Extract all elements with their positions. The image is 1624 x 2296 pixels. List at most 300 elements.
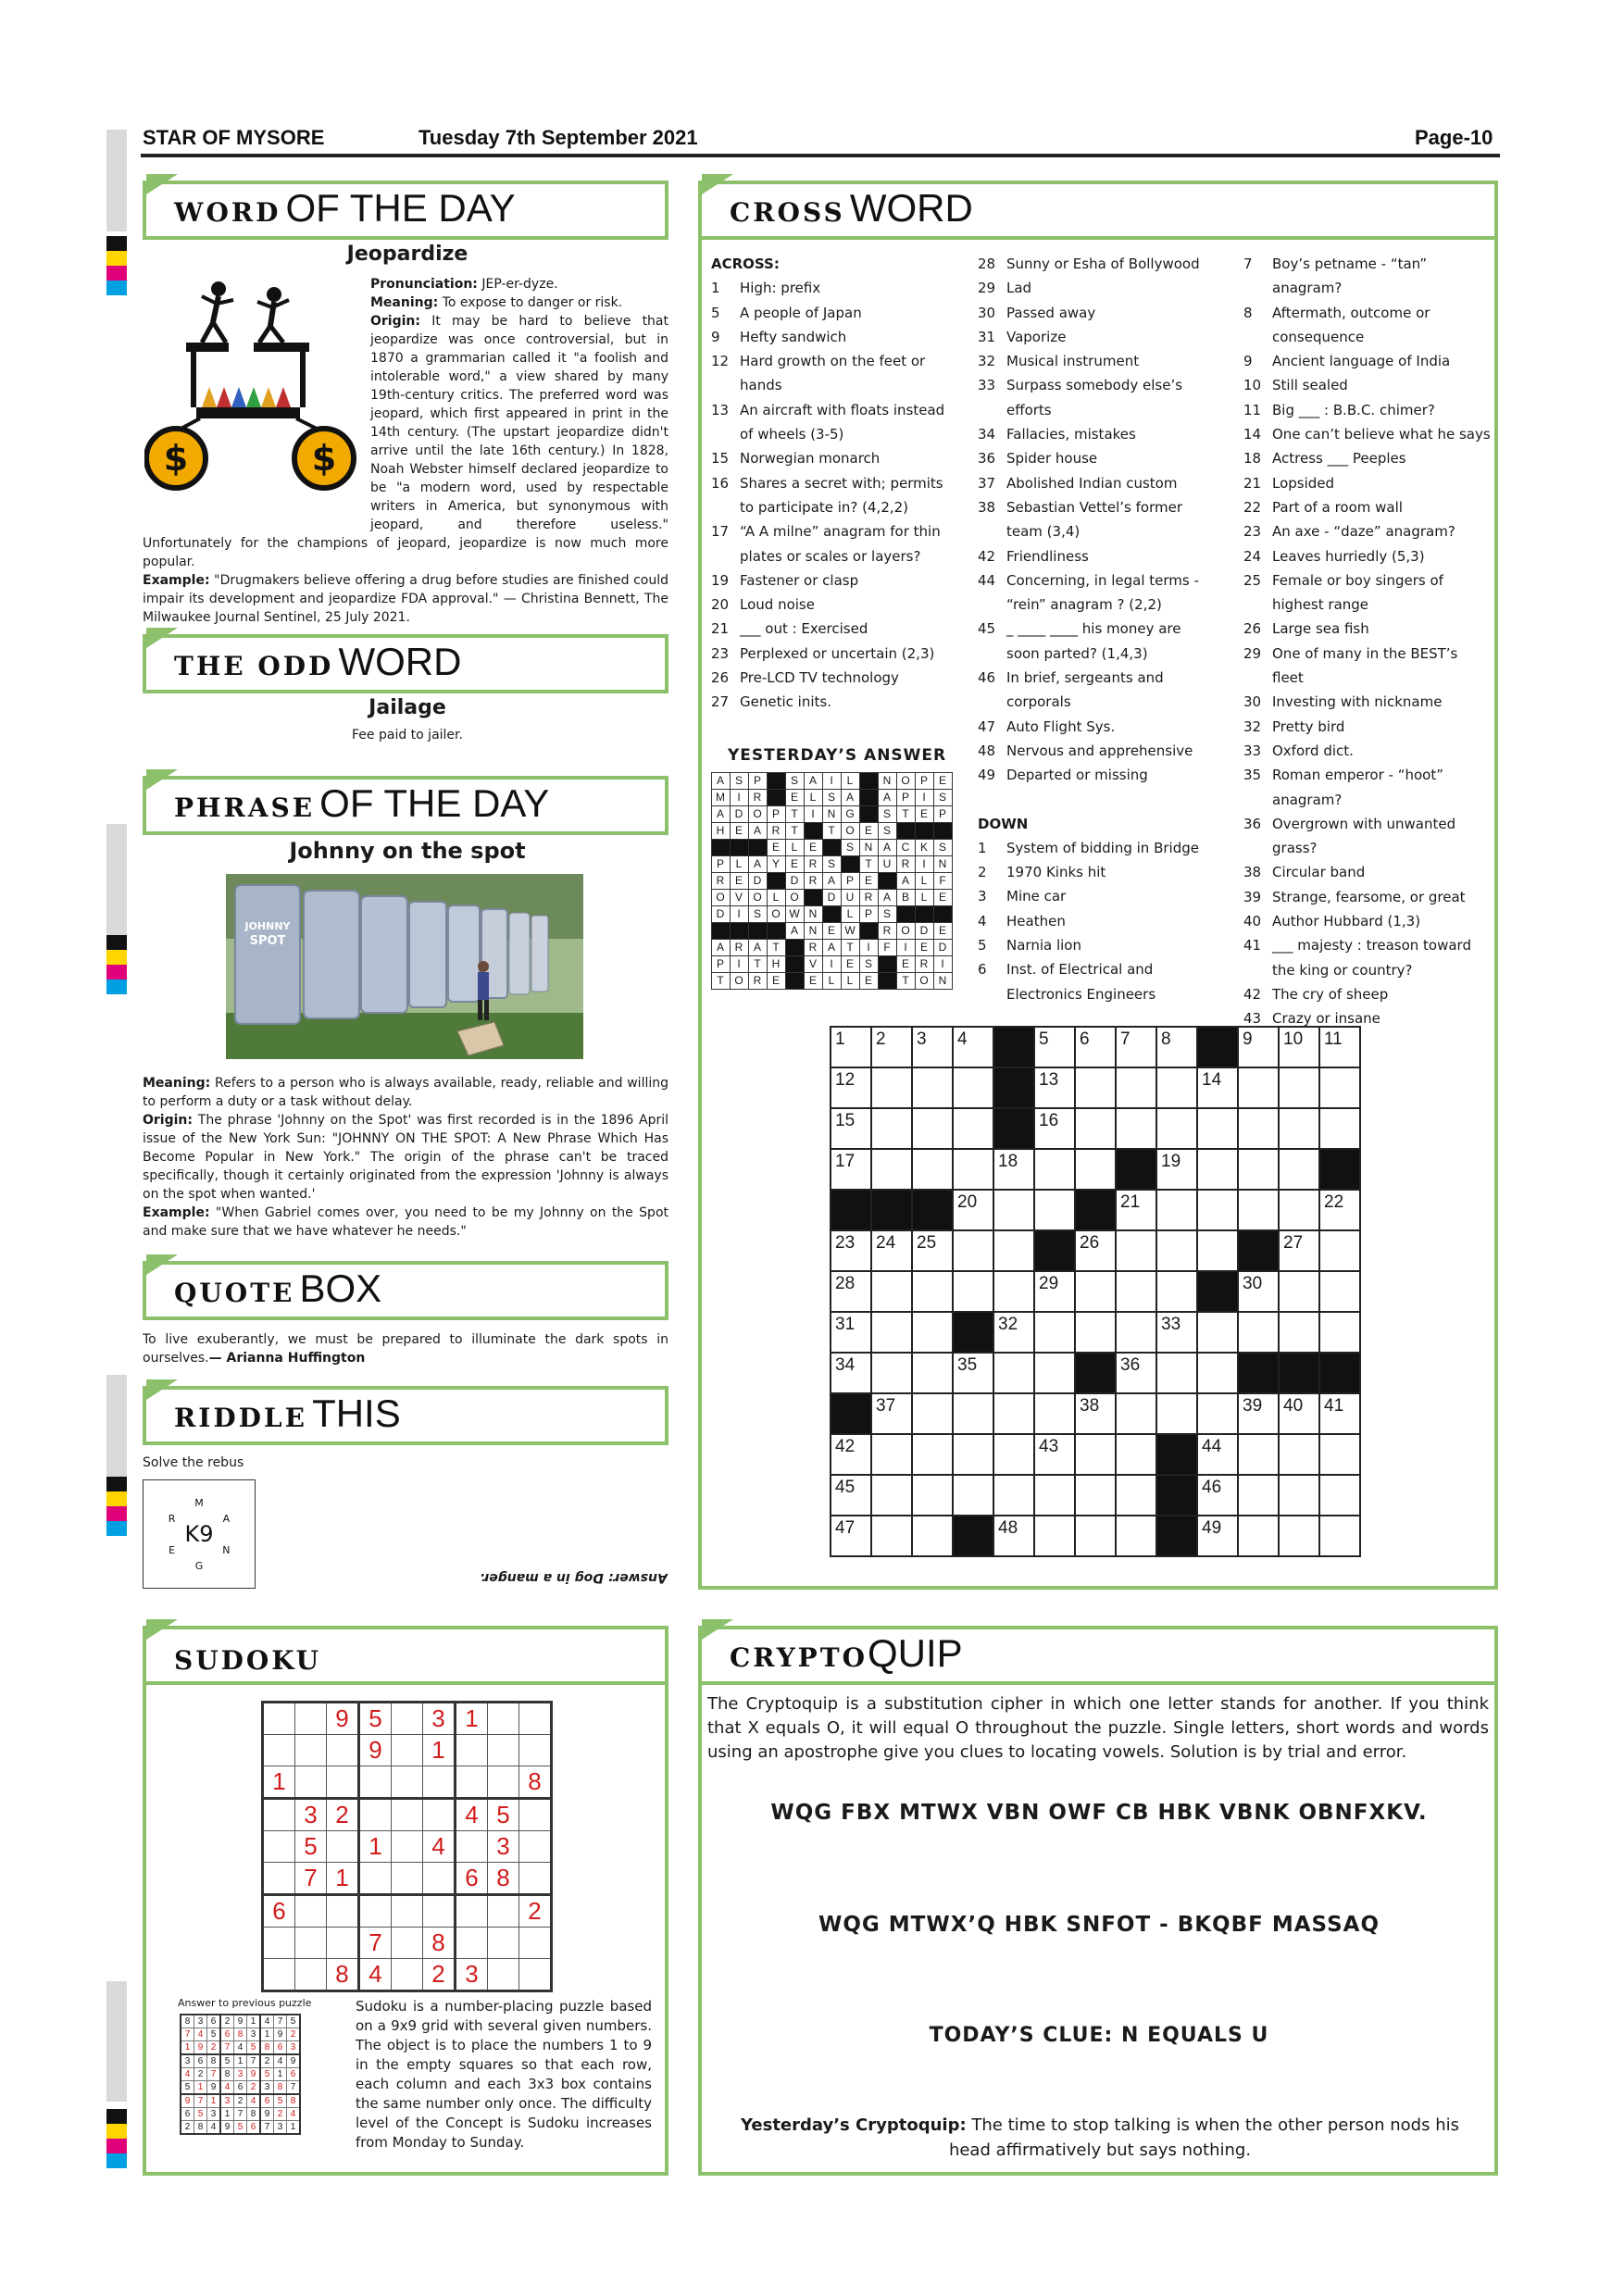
crossword-cell[interactable]: [912, 1434, 953, 1475]
clue-text: Sebastian Vettel’s former team (3,4): [1006, 498, 1182, 541]
meaning: To expose to danger or risk.: [442, 295, 623, 310]
crossword-cell[interactable]: [1238, 1393, 1279, 1434]
crossword-cell[interactable]: [912, 1149, 953, 1190]
answer-letter: S: [749, 906, 768, 923]
answer-digit: 7: [194, 2094, 207, 2108]
crossword-cell[interactable]: [1197, 1393, 1238, 1434]
answer-letter: I: [860, 940, 879, 956]
clue-number: 48: [978, 742, 996, 759]
cell-number: 8: [1161, 1029, 1171, 1049]
sudoku-empty-cell[interactable]: [327, 1766, 359, 1799]
answer-letter: N: [805, 923, 823, 940]
answer-digit: 7: [181, 2028, 194, 2041]
crossword-cell[interactable]: [831, 1312, 871, 1353]
crossword-cell[interactable]: [1279, 1393, 1319, 1434]
crossword-cell[interactable]: [871, 1516, 912, 1556]
page-number: Page-10: [1415, 126, 1493, 149]
crossword-cell[interactable]: [1238, 1027, 1279, 1067]
sudoku-empty-cell[interactable]: [488, 1959, 519, 1991]
crossword-cell[interactable]: [1238, 1067, 1279, 1108]
answer-letter: S: [823, 790, 842, 806]
answer-letter: P: [842, 873, 860, 890]
answer-digit: 6: [207, 2015, 221, 2028]
clue-item: [711, 325, 954, 349]
sudoku-empty-cell[interactable]: [392, 1895, 423, 1928]
print-color-marks: [106, 2109, 127, 2168]
crossword-cell[interactable]: [1238, 1434, 1279, 1475]
sudoku-empty-cell[interactable]: [327, 1895, 359, 1928]
sudoku-empty-cell[interactable]: [392, 1831, 423, 1863]
crossword-cell[interactable]: [1034, 1312, 1075, 1353]
cell-number: 42: [835, 1437, 856, 1456]
clue-item: [1243, 422, 1492, 446]
black-square: [871, 1190, 912, 1230]
clue-text: Inst. of Electrical and Electronics Engineers: [1006, 961, 1156, 1003]
crossword-cell[interactable]: [1156, 1108, 1197, 1149]
sudoku-empty-cell[interactable]: [392, 1959, 423, 1991]
clue-item: [978, 252, 1217, 276]
cell-number: 11: [1324, 1029, 1343, 1049]
rebus-letter: E: [169, 1544, 176, 1556]
sudoku-empty-cell[interactable]: [392, 1799, 423, 1831]
crossword-cell[interactable]: [1279, 1027, 1319, 1067]
crossword-cell[interactable]: [912, 1271, 953, 1312]
sudoku-empty-cell[interactable]: [327, 1735, 359, 1766]
crossword-cell[interactable]: [1279, 1190, 1319, 1230]
clue-text: “A A milne” anagram for thin plates or scales or layers?: [740, 523, 941, 565]
crossword-cell[interactable]: [1034, 1393, 1075, 1434]
crossword-cell[interactable]: [993, 1353, 1034, 1393]
crossword-cell[interactable]: [1034, 1190, 1075, 1230]
answer-letter: S: [860, 956, 879, 973]
sudoku-empty-cell[interactable]: [488, 1735, 519, 1766]
crossword-cell[interactable]: [993, 1312, 1034, 1353]
crossword-cell[interactable]: [953, 1230, 993, 1271]
answer-digit: 3: [260, 2081, 274, 2095]
sudoku-empty-cell[interactable]: [519, 1863, 552, 1895]
crossword-cell[interactable]: [871, 1393, 912, 1434]
cell-number: 12: [835, 1070, 856, 1090]
sudoku-empty-cell[interactable]: [263, 1735, 295, 1766]
crossword-cell[interactable]: [912, 1108, 953, 1149]
sudoku-empty-cell[interactable]: [488, 1895, 519, 1928]
sudoku-empty-cell[interactable]: [392, 1735, 423, 1766]
crossword-cell[interactable]: [1116, 1353, 1156, 1393]
sudoku-empty-cell[interactable]: [456, 1735, 488, 1766]
sudoku-empty-cell[interactable]: [519, 1799, 552, 1831]
clue-number: 32: [1243, 718, 1262, 735]
crossword-cell[interactable]: [1116, 1027, 1156, 1067]
crossword-cell[interactable]: [1279, 1149, 1319, 1190]
answer-letter: O: [897, 923, 916, 940]
crossword-cell[interactable]: [1197, 1475, 1238, 1516]
sudoku-empty-cell[interactable]: [295, 1928, 327, 1959]
crossword-cell[interactable]: [1075, 1393, 1116, 1434]
answer-digit: 7: [274, 2015, 287, 2028]
answer-letter: L: [842, 773, 860, 790]
print-gray-strip: [106, 1981, 127, 2102]
sudoku-empty-cell[interactable]: [263, 1703, 295, 1735]
crossword-cell[interactable]: [1034, 1271, 1075, 1312]
crossword-cell[interactable]: [1238, 1475, 1279, 1516]
crossword-cell[interactable]: [1319, 1312, 1360, 1353]
sudoku-empty-cell[interactable]: [295, 1766, 327, 1799]
crossword-cell[interactable]: [1279, 1271, 1319, 1312]
clue-text: In brief, sergeants and corporals: [1006, 669, 1164, 711]
sudoku-empty-cell[interactable]: [263, 1928, 295, 1959]
crossword-cell[interactable]: [871, 1108, 912, 1149]
meaning: Refers to a person who is always available, ready, reliable and willing to perform a duty or a task without delay.: [143, 1076, 668, 1109]
black-square: [768, 773, 786, 790]
crossword-cell[interactable]: [871, 1230, 912, 1271]
answer-letter: L: [842, 973, 860, 990]
crossword-cell[interactable]: [1075, 1149, 1116, 1190]
crossword-cell[interactable]: [1279, 1434, 1319, 1475]
clue-item: [978, 373, 1217, 422]
sudoku-empty-cell[interactable]: [359, 1766, 392, 1799]
crossword-cell[interactable]: [831, 1353, 871, 1393]
sudoku-empty-cell[interactable]: [488, 1928, 519, 1959]
crossword-cell[interactable]: [1034, 1067, 1075, 1108]
sudoku-given: 8: [327, 1959, 359, 1991]
crossword-cell[interactable]: [1034, 1027, 1075, 1067]
sudoku-empty-cell[interactable]: [392, 1766, 423, 1799]
print-gray-strip: [106, 130, 127, 231]
crossword-cell[interactable]: [1156, 1230, 1197, 1271]
sudoku-empty-cell[interactable]: [295, 1895, 327, 1928]
crossword-cell[interactable]: [831, 1027, 871, 1067]
crossword-cell[interactable]: [1238, 1271, 1279, 1312]
sudoku-empty-cell[interactable]: [327, 1831, 359, 1863]
crossword-cell[interactable]: [1197, 1190, 1238, 1230]
sudoku-empty-cell[interactable]: [392, 1703, 423, 1735]
crossword-cell[interactable]: [1156, 1149, 1197, 1190]
answer-digit: 8: [207, 2054, 221, 2068]
print-color-marks: [106, 1477, 127, 1536]
sudoku-empty-cell[interactable]: [423, 1766, 456, 1799]
crossword-cell[interactable]: [1197, 1067, 1238, 1108]
black-square: [1238, 1230, 1279, 1271]
answer-digit: 8: [220, 2068, 234, 2081]
crossword-cell[interactable]: [1238, 1516, 1279, 1556]
black-square: [860, 790, 879, 806]
crossword-cell[interactable]: [1319, 1434, 1360, 1475]
crossword-cell[interactable]: [1319, 1516, 1360, 1556]
title-big: THIS: [312, 1391, 401, 1435]
crossword-cell[interactable]: [953, 1027, 993, 1067]
answer-letter: D: [712, 906, 731, 923]
yesterday-solution: The time to stop talking is when the other person nods his head affirmatively but says nothing.: [948, 2115, 1459, 2160]
sudoku-empty-cell[interactable]: [263, 1799, 295, 1831]
crossword-cell[interactable]: [953, 1271, 993, 1312]
crossword-cell[interactable]: [953, 1067, 993, 1108]
crossword-cell[interactable]: [993, 1149, 1034, 1190]
crossword-cell[interactable]: [831, 1067, 871, 1108]
sudoku-empty-cell[interactable]: [359, 1863, 392, 1895]
crossword-cell[interactable]: [1034, 1353, 1075, 1393]
sudoku-empty-cell[interactable]: [392, 1863, 423, 1895]
answer-digit: 8: [234, 2028, 247, 2041]
answer-letter: O: [749, 806, 768, 823]
crossword-cell[interactable]: [1238, 1190, 1279, 1230]
clue-item: [978, 763, 1217, 787]
crossword-cell[interactable]: [1034, 1516, 1075, 1556]
crossword-cell[interactable]: [953, 1108, 993, 1149]
crossword-cell[interactable]: [1075, 1067, 1116, 1108]
answer-letter: A: [786, 923, 805, 940]
answer-letter: E: [916, 940, 934, 956]
sudoku-empty-cell[interactable]: [263, 1831, 295, 1863]
title-big: QUIP: [867, 1631, 963, 1675]
sudoku-empty-cell[interactable]: [295, 1959, 327, 1991]
crossword-cell[interactable]: [871, 1475, 912, 1516]
crossword-cell[interactable]: [1116, 1516, 1156, 1556]
crossword-cell[interactable]: [831, 1271, 871, 1312]
crossword-cell[interactable]: [1034, 1149, 1075, 1190]
crossword-cell[interactable]: [871, 1149, 912, 1190]
crossword-cell[interactable]: [1279, 1067, 1319, 1108]
sudoku-empty-cell[interactable]: [327, 1928, 359, 1959]
sudoku-empty-cell[interactable]: [519, 1703, 552, 1735]
crossword-cell[interactable]: [1197, 1230, 1238, 1271]
clue-item: [1243, 617, 1492, 641]
crossword-cell[interactable]: [871, 1312, 912, 1353]
answer-digit: 4: [194, 2028, 207, 2041]
crossword-cell[interactable]: [1279, 1312, 1319, 1353]
sudoku-empty-cell[interactable]: [519, 1735, 552, 1766]
paper-name: STAR OF MYSORE: [143, 126, 325, 149]
print-color-marks: [106, 935, 127, 994]
sudoku-empty-cell[interactable]: [456, 1895, 488, 1928]
cell-number: 22: [1324, 1192, 1344, 1212]
clue-text: Part of a room wall: [1272, 498, 1403, 516]
crossword-cell[interactable]: [1156, 1067, 1197, 1108]
crossword-cell[interactable]: [871, 1027, 912, 1067]
answer-letter: A: [879, 890, 897, 906]
sudoku-empty-cell[interactable]: [295, 1735, 327, 1766]
sudoku-empty-cell[interactable]: [519, 1959, 552, 1991]
crossword-cell[interactable]: [831, 1475, 871, 1516]
crossword-cell[interactable]: [953, 1393, 993, 1434]
crossword-cell[interactable]: [1156, 1271, 1197, 1312]
crossword-cell[interactable]: [1197, 1149, 1238, 1190]
crossword-cell[interactable]: [912, 1027, 953, 1067]
crossword-cell[interactable]: [871, 1067, 912, 1108]
sudoku-empty-cell[interactable]: [519, 1928, 552, 1959]
crossword-cell[interactable]: [1238, 1108, 1279, 1149]
sudoku-empty-cell[interactable]: [456, 1831, 488, 1863]
crossword-cell[interactable]: [993, 1475, 1034, 1516]
clue-text: Oxford dict.: [1272, 742, 1354, 759]
sudoku-empty-cell[interactable]: [488, 1703, 519, 1735]
crossword-cell[interactable]: [831, 1230, 871, 1271]
crossword-cell[interactable]: [953, 1149, 993, 1190]
answer-letter: A: [749, 823, 768, 840]
crossword-cell[interactable]: [1156, 1353, 1197, 1393]
crossword-cell[interactable]: [1075, 1516, 1116, 1556]
crossword-cell[interactable]: [871, 1434, 912, 1475]
crossword-cell[interactable]: [1238, 1312, 1279, 1353]
answer-digit: 3: [247, 2028, 261, 2041]
cell-number: 9: [1243, 1029, 1253, 1049]
black-square: [786, 973, 805, 990]
crossword-cell[interactable]: [1116, 1393, 1156, 1434]
clue-item: [978, 301, 1217, 325]
crossword-cell[interactable]: [871, 1353, 912, 1393]
crossword-cell[interactable]: [831, 1516, 871, 1556]
crossword-cell[interactable]: [1116, 1190, 1156, 1230]
answer-letter: L: [842, 906, 860, 923]
sudoku-empty-cell[interactable]: [263, 1863, 295, 1895]
crossword-cell[interactable]: [1075, 1475, 1116, 1516]
crossword-cell[interactable]: [1116, 1434, 1156, 1475]
crossword-cell[interactable]: [1197, 1516, 1238, 1556]
sudoku-empty-cell[interactable]: [456, 1766, 488, 1799]
crossword-cell[interactable]: [1197, 1434, 1238, 1475]
crossword-cell[interactable]: [1319, 1475, 1360, 1516]
sudoku-empty-cell[interactable]: [488, 1766, 519, 1799]
crossword-cell[interactable]: [1075, 1027, 1116, 1067]
clue-text: Leaves hurriedly (5,3): [1272, 547, 1425, 565]
crossword-cell[interactable]: [993, 1393, 1034, 1434]
crossword-cell[interactable]: [1075, 1230, 1116, 1271]
crossword-cell[interactable]: [912, 1230, 953, 1271]
sudoku-empty-cell[interactable]: [359, 1799, 392, 1831]
crossword-cell[interactable]: [912, 1516, 953, 1556]
crossword-cell[interactable]: [993, 1271, 1034, 1312]
crossword-cell[interactable]: [1319, 1108, 1360, 1149]
crossword-cell[interactable]: [1156, 1393, 1197, 1434]
clue-text: Abolished Indian custom: [1006, 474, 1178, 492]
crossword-cell[interactable]: [912, 1312, 953, 1353]
crossword-cell[interactable]: [1279, 1475, 1319, 1516]
crossword-cell[interactable]: [871, 1271, 912, 1312]
crossword-cell[interactable]: [1116, 1312, 1156, 1353]
crossword-cell[interactable]: [912, 1475, 953, 1516]
crossword-cell[interactable]: [1034, 1475, 1075, 1516]
crossword-cell[interactable]: [1319, 1067, 1360, 1108]
sudoku-empty-cell[interactable]: [295, 1703, 327, 1735]
crossword-cell[interactable]: [1116, 1475, 1156, 1516]
crossword-cell[interactable]: [912, 1067, 953, 1108]
crossword-cell[interactable]: [1116, 1271, 1156, 1312]
sudoku-empty-cell[interactable]: [423, 1799, 456, 1831]
label: Meaning:: [370, 295, 439, 310]
clue-text: Lad: [1006, 280, 1032, 297]
answer-letter: L: [731, 856, 749, 873]
sudoku-given: 6: [456, 1863, 488, 1895]
cell-number: 25: [917, 1233, 937, 1253]
cell-number: 1: [835, 1029, 845, 1049]
crossword-cell[interactable]: [831, 1149, 871, 1190]
answer-digit: 8: [274, 2081, 287, 2095]
crossword-cell[interactable]: [1197, 1312, 1238, 1353]
sudoku-empty-cell[interactable]: [392, 1928, 423, 1959]
crossword-cell[interactable]: [831, 1108, 871, 1149]
sudoku-empty-cell[interactable]: [359, 1895, 392, 1928]
cell-number: 30: [1243, 1274, 1263, 1293]
crossword-cell[interactable]: [912, 1393, 953, 1434]
crossword-cell[interactable]: [1034, 1108, 1075, 1149]
crossword-cell[interactable]: [1075, 1108, 1116, 1149]
clue-text: Loud noise: [740, 596, 815, 614]
clue-number: 21: [1243, 474, 1262, 492]
sudoku-empty-cell[interactable]: [263, 1959, 295, 1991]
crossword-cell[interactable]: [1238, 1149, 1279, 1190]
crossword-cell[interactable]: [1279, 1230, 1319, 1271]
answer-letter: T: [712, 973, 731, 990]
down-clues-col3: [1243, 252, 1492, 1031]
crossword-cell[interactable]: [831, 1434, 871, 1475]
sudoku-empty-cell[interactable]: [423, 1863, 456, 1895]
crossword-cell[interactable]: [1034, 1434, 1075, 1475]
crossword-cell[interactable]: [1279, 1108, 1319, 1149]
answer-letter: I: [805, 806, 823, 823]
rebus-letter: N: [222, 1544, 231, 1556]
clue-text: System of bidding in Bridge: [1006, 839, 1199, 856]
crossword-cell[interactable]: [1319, 1230, 1360, 1271]
black-square: [831, 1393, 871, 1434]
clue-item: [978, 715, 1217, 739]
black-square: [786, 956, 805, 973]
crossword-cell[interactable]: [1116, 1108, 1156, 1149]
crossword-cell[interactable]: [1279, 1516, 1319, 1556]
clue-item: [978, 933, 1217, 957]
answer-digit: 1: [194, 2081, 207, 2095]
crossword-cell[interactable]: [1156, 1190, 1197, 1230]
crossword-cell[interactable]: [1075, 1271, 1116, 1312]
crossword-cell[interactable]: [1319, 1190, 1360, 1230]
crossword-cell[interactable]: [1075, 1434, 1116, 1475]
sudoku-empty-cell[interactable]: [423, 1895, 456, 1928]
answer-letter: E: [786, 790, 805, 806]
crossword-cell[interactable]: [1156, 1027, 1197, 1067]
clue-number: 25: [1243, 571, 1262, 589]
answer-letter: L: [768, 890, 786, 906]
sudoku-empty-cell[interactable]: [519, 1831, 552, 1863]
answer-digit: 9: [207, 2081, 221, 2095]
clue-number: 27: [711, 693, 730, 711]
clue-item: [711, 398, 954, 447]
crossword-cell[interactable]: [953, 1434, 993, 1475]
word-of-day-title: [143, 181, 668, 240]
crossword-cell[interactable]: [953, 1190, 993, 1230]
crossword-cell[interactable]: [993, 1516, 1034, 1556]
crossword-cell[interactable]: [993, 1434, 1034, 1475]
cell-number: 14: [1202, 1070, 1222, 1090]
crossword-cell[interactable]: [993, 1230, 1034, 1271]
black-square: [1075, 1353, 1116, 1393]
sudoku-empty-cell[interactable]: [456, 1928, 488, 1959]
crossword-cell[interactable]: [993, 1190, 1034, 1230]
clue-text: Vaporize: [1006, 328, 1067, 345]
crossword-cell[interactable]: [1116, 1230, 1156, 1271]
crossword-cell[interactable]: [912, 1353, 953, 1393]
crossword-cell[interactable]: [1319, 1393, 1360, 1434]
clue-item: [978, 446, 1217, 470]
clue-text: One can’t believe what he says: [1272, 426, 1491, 443]
crossword-cell[interactable]: [1319, 1027, 1360, 1067]
crossword-cell[interactable]: [953, 1353, 993, 1393]
crossword-cell[interactable]: [1319, 1271, 1360, 1312]
crossword-cell[interactable]: [1156, 1312, 1197, 1353]
crossword-cell[interactable]: [1075, 1312, 1116, 1353]
crossword-cell[interactable]: [1197, 1353, 1238, 1393]
crossword-cell[interactable]: [1197, 1108, 1238, 1149]
crossword-cell[interactable]: [953, 1475, 993, 1516]
crossword-cell[interactable]: [1116, 1067, 1156, 1108]
label: Pronunciation:: [370, 277, 478, 292]
